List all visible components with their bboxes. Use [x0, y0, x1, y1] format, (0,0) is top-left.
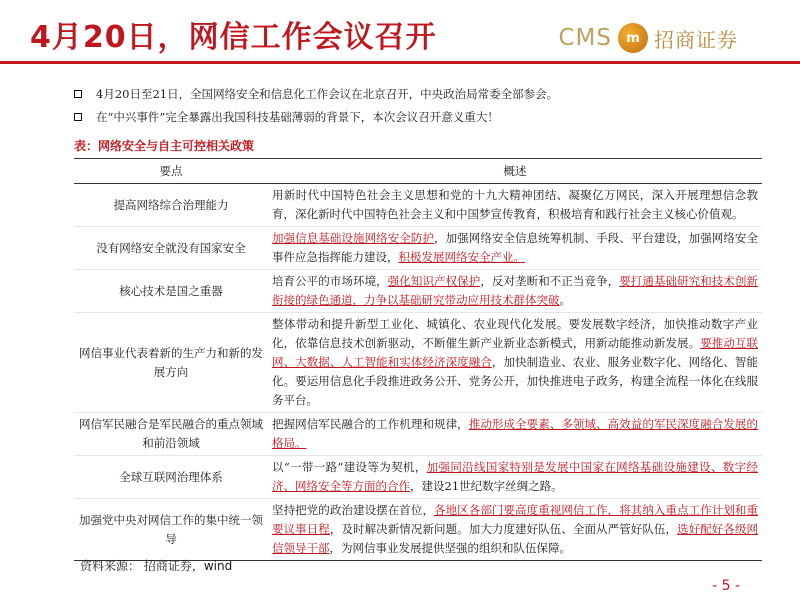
row-description [268, 313, 762, 413]
table-header-row [74, 159, 762, 184]
bullet-item [74, 84, 558, 104]
description-text: 培育公平的市场环境， [272, 274, 388, 288]
description-text: ，及时解决新情况新问题。加大力度建好队伍、全面从严管好队伍， [329, 522, 678, 536]
description-text: ，加快制造业、农业、服务业数字化、网络化、智能化。要运用信息化手段推进政务公开、党务公开，加快推进电子政务，构建全流程一体化在线服务平台。 [272, 355, 758, 407]
description-text: ，建设21世纪数字丝绸之路。 [410, 479, 563, 493]
row-key: 提高网络综合治理能力 [74, 184, 268, 227]
description-text: 把握网信军民融合的工作机理和规律， [272, 417, 469, 431]
row-key: 核心技术是国之重器 [74, 270, 268, 313]
page-title: 4月20日，网信工作会议召开 [30, 20, 437, 55]
highlighted-text: 加强同沿线国家特别是发展中国家在网络基础设施建设、数字经济、网络安全等方面的合作 [272, 460, 758, 493]
row-key: 加强党中央对网信工作的集中统一领导 [74, 499, 268, 561]
logo-company-name: 招商证券 [654, 27, 738, 52]
row-description [268, 227, 762, 270]
row-key: 全球互联网治理体系 [74, 456, 268, 499]
description-text: 。 [559, 293, 571, 307]
title-divider [0, 61, 800, 64]
table-row [74, 413, 762, 456]
table-row [74, 456, 762, 499]
row-key: 网信军民融合是军民融合的重点领域和前沿领域 [74, 413, 268, 456]
highlighted-text: 选好配好各级网信领导干部 [272, 522, 759, 555]
header-desc: 概述 [268, 159, 762, 184]
square-bullet-icon [74, 113, 82, 121]
table-row [74, 313, 762, 413]
table-row [74, 184, 762, 227]
bullet-item [74, 107, 558, 127]
row-description [268, 184, 762, 227]
highlighted-text: 要推动互联网、大数据、人工智能和实体经济深度融合 [272, 336, 758, 369]
bullet-text: 4月20日至21日，全国网络安全和信息化工作会议在北京召开，中央政治局常委全部参会。 [96, 87, 559, 101]
bullet-text: 在“中兴事件”完全暴露出我国科技基础薄弱的背景下，本次会议召开意义重大！ [96, 110, 499, 124]
row-key: 没有网络安全就没有国家安全 [74, 227, 268, 270]
highlighted-text: 推动形成全要素、多领域、高效益的军民深度融合发展的格局。 [272, 417, 759, 450]
description-text: 坚持把党的政治建设摆在首位， [272, 503, 435, 517]
description-text: 用新时代中国特色社会主义思想和党的十九大精神团结、凝聚亿万网民，深入开展理想信念教育，深化新时代中国特色社会主义和中国梦宣传教育，积极培育和践行社会主义核心价值观。 [272, 188, 758, 221]
source-note: 资料来源： 招商证券，wind [80, 559, 233, 573]
policy-table [74, 158, 762, 561]
logo-cms-text: CMS [558, 25, 612, 51]
description-text: ，反对垄断和不正当竞争， [480, 274, 620, 288]
row-description [268, 413, 762, 456]
table-caption: 表：网络安全与自主可控相关政策 [74, 139, 255, 153]
row-key: 网信事业代表着新的生产力和新的发展方向 [74, 313, 268, 413]
brand-logo [558, 20, 738, 56]
header-key: 要点 [74, 159, 268, 184]
square-bullet-icon [74, 90, 82, 98]
highlighted-text: 要打通基础研究和技术创新衔接的绿色通道，力争以基础研究带动应用技术群体突破 [272, 274, 759, 307]
table-row [74, 499, 762, 561]
table-row [74, 270, 762, 313]
table-row [74, 227, 762, 270]
description-text: 以“一带一路”建设等为契机， [272, 460, 427, 474]
description-text: ，加强网络安全信息统筹机制、手段、平台建设，加强网络安全事件应急指挥能力建设， [272, 231, 759, 264]
highlighted-text: 强化知识产权保护 [387, 274, 481, 288]
logo-emblem-icon: m [618, 23, 648, 53]
page-number: - 5 - [712, 578, 740, 594]
highlighted-text: 各地区各部门要高度重视网信工作，将其纳入重点工作计划和重要议事日程 [272, 503, 759, 536]
row-description [268, 499, 762, 561]
highlighted-text: 积极发展网络安全产业。 [398, 250, 525, 264]
bullet-list [74, 84, 558, 130]
row-description [268, 456, 762, 499]
row-description [268, 270, 762, 313]
highlighted-text: 加强信息基础设施网络安全防护 [272, 231, 435, 245]
description-text: 整体带动和提升新型工业化、城镇化、农业现代化发展。要发展数字经济，加快推动数字产业化，依靠信息技术创新驱动，不断催生新产业新业态新模式，用新动能推动新发展。 [272, 317, 758, 350]
description-text: ，为网信事业发展提供坚强的组织和队伍保障。 [329, 541, 571, 555]
